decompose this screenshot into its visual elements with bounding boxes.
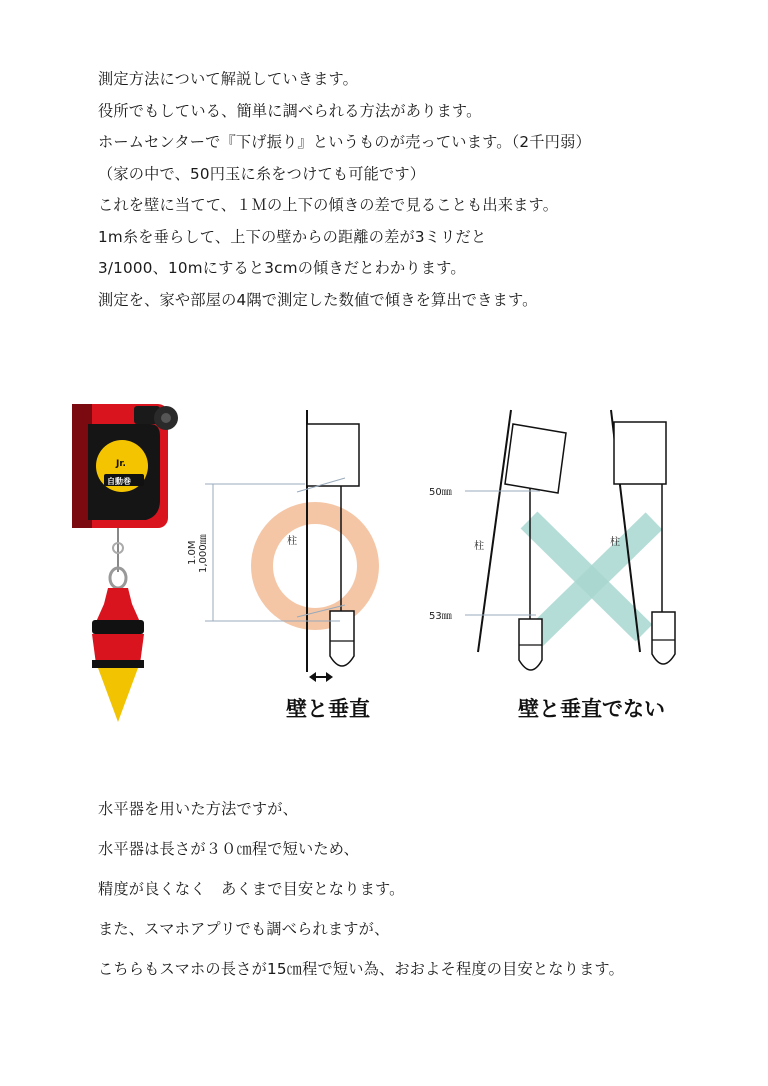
caption-ok: 壁と垂直 <box>286 697 370 721</box>
intro-line: 役所でもしている、簡単に調べられる方法があります。 <box>98 101 482 120</box>
intro-line: 1m糸を垂らして、上下の壁からの距離の差が3ミリだと <box>98 227 487 246</box>
tilted-wall-left <box>478 410 511 652</box>
pillar-label-left: 柱 <box>287 536 297 547</box>
bob-body <box>92 634 144 664</box>
plumb-bob-product <box>72 404 178 722</box>
pillar-label-ng-left: 柱 <box>474 541 484 552</box>
pillar-label-right: 柱 <box>610 537 620 548</box>
dimension-label-2: 1,000㎜ <box>198 534 209 573</box>
dimension-label-1: 1.0M <box>187 540 198 565</box>
diagram-perpendicular <box>187 410 370 721</box>
intro-line: これを壁に当てて、１Ｍの上下の傾きの差で見ることも出来ます。 <box>98 196 559 214</box>
plumb-bob-right <box>652 612 675 664</box>
outro-line: また、スマホアプリでも調べられますが、 <box>98 920 390 938</box>
outro-line: 精度が良くなく あくまで目安となります。 <box>98 880 405 898</box>
caption-ng: 壁と垂直でない <box>518 697 665 721</box>
intro-line: （家の中で、50円玉に糸をつけても可能です） <box>98 164 426 183</box>
intro-line: 測定方法について解説していきます。 <box>98 70 359 88</box>
intro-line: 3/1000、10mにすると3cmの傾きだとわかります。 <box>98 259 466 277</box>
measure-top: 50㎜ <box>429 487 452 498</box>
outro-paragraph <box>98 789 738 989</box>
intro-line: 測定を、家や部屋の4隅で測定した数値で傾きを算出できます。 <box>98 290 538 309</box>
outro-line: こちらもスマホの長さが15㎝程で短い為、おおよそ程度の目安となります。 <box>98 960 624 978</box>
intro-line: ホームセンターで『下げ振り』というものが売っています。（2千円弱） <box>98 133 591 151</box>
diagram-not-perpendicular <box>429 410 675 721</box>
reel-box <box>307 424 359 486</box>
outro-line: 水平器を用いた方法ですが、 <box>98 800 299 818</box>
measure-bottom: 53㎜ <box>429 611 452 622</box>
bob-cone <box>98 668 138 722</box>
reel-box-right <box>614 422 666 484</box>
outro-line: 水平器は長さが３０㎝程で短いため、 <box>98 840 359 858</box>
reel-box-left <box>505 424 566 493</box>
ok-ring <box>262 513 368 619</box>
product-label: 自動巻 <box>107 477 131 486</box>
product-brand-mark: Jr. <box>116 459 126 469</box>
plumb-bob <box>330 611 354 666</box>
bob-top <box>96 588 140 622</box>
